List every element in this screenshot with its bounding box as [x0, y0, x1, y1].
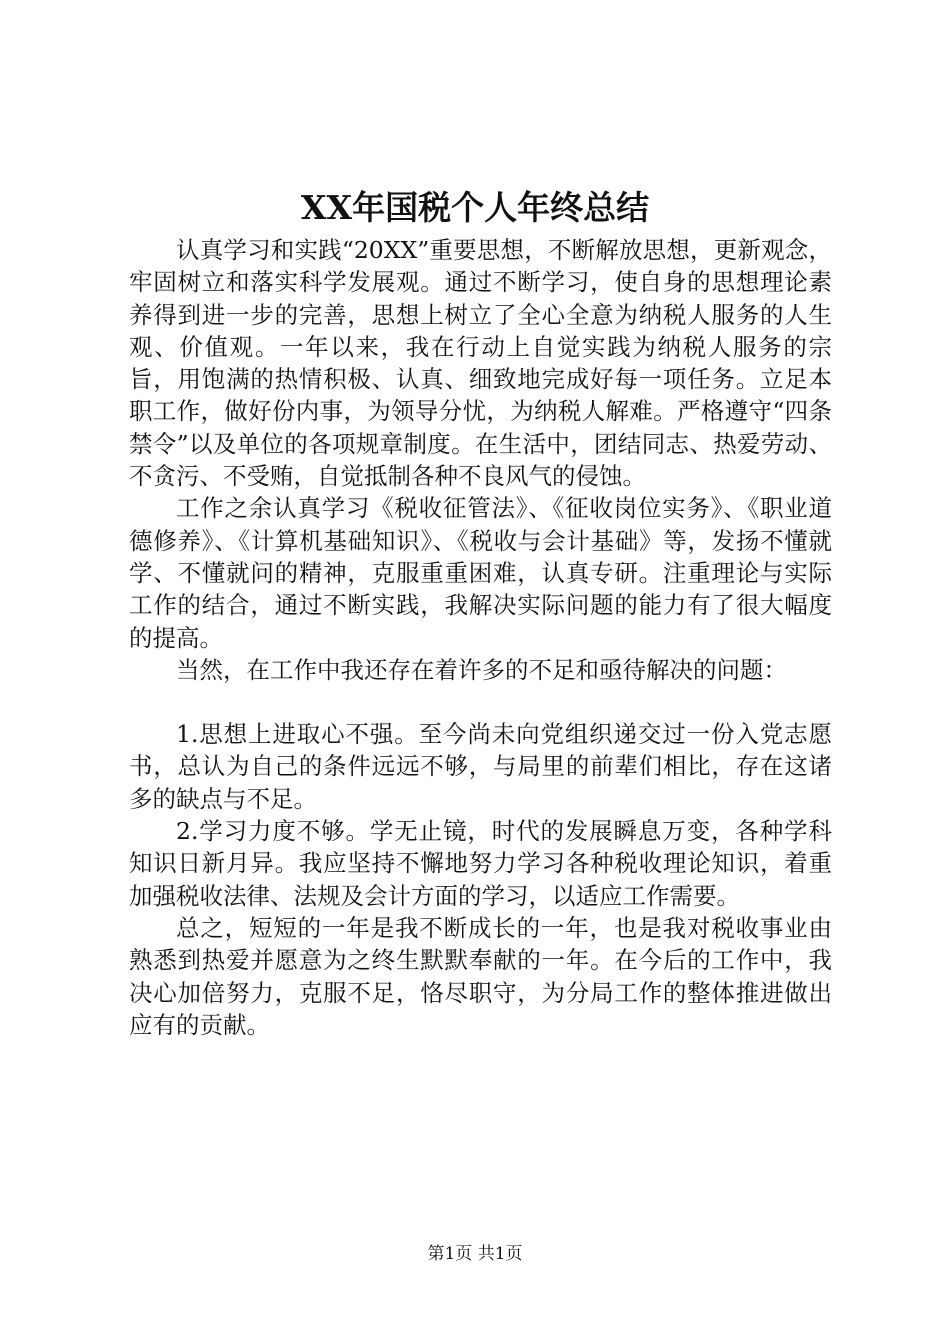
paragraph-study: 认真学习和实践“20XX”重要思想，不断解放思想，更新观念，牢固树立和落实科学发展观。通过不断学习，使自身的思想理论素养得到进一步的完善，思想上树立了全心全意为纳税人服务的人生观、价值观。一年以来，我在行动上自觉实践为纳税人服务的宗旨，用饱满的热情积极、认真、细致地完成好每一项任务。立足本职工作，做好份内事，为领导分忧，为纳税人解难。严格遵守“四条禁令”以及单位的各项规章制度。在生活中，团结同志、热爱劳动、不贪污、不受贿，自觉抵制各种不良风气的侵蚀。	[129, 236, 832, 491]
page-number-footer: 第1页 共1页	[427, 1244, 523, 1264]
paragraph-shortcoming-2: 2.学习力度不够。学无止镜，时代的发展瞬息万变，各种学科知识日新月异。我应坚持不懈地努力学习各种税收理论知识，着重加强税收法律、法规及会计方面的学习，以适应工作需要。	[129, 817, 832, 910]
document-title: XX年国税个人年终总结	[300, 188, 650, 227]
paragraph-conclusion: 总之，短短的一年是我不断成长的一年，也是我对税收事业由熟悉到热爱并愿意为之终生默默奉献的一年。在今后的工作中，我决心加倍努力，克服不足，恪尽职守，为分局工作的整体推进做出应有的贡献。	[129, 913, 832, 1039]
paragraph-spacer	[129, 686, 832, 718]
paragraph-shortcomings-intro: 当然，在工作中我还存在着许多的不足和亟待解决的问题：	[176, 655, 787, 684]
paragraph-learning: 工作之余认真学习《税收征管法》、《征收岗位实务》、《职业道德修养》、《计算机基础知识》、《税收与会计基础》等，发扬不懂就学、不懂就问的精神，克服重重困难，认真专研。注重理论与实际工作的结合，通过不断实践，我解决实际问题的能力有了很大幅度的提高。	[129, 494, 832, 652]
paragraph-shortcoming-1: 1.思想上进取心不强。至今尚未向党组织递交过一份入党志愿书，总认为自己的条件远远不够，与局里的前辈们相比，存在这诸多的缺点与不足。	[129, 720, 832, 813]
document-body	[129, 234, 832, 1041]
